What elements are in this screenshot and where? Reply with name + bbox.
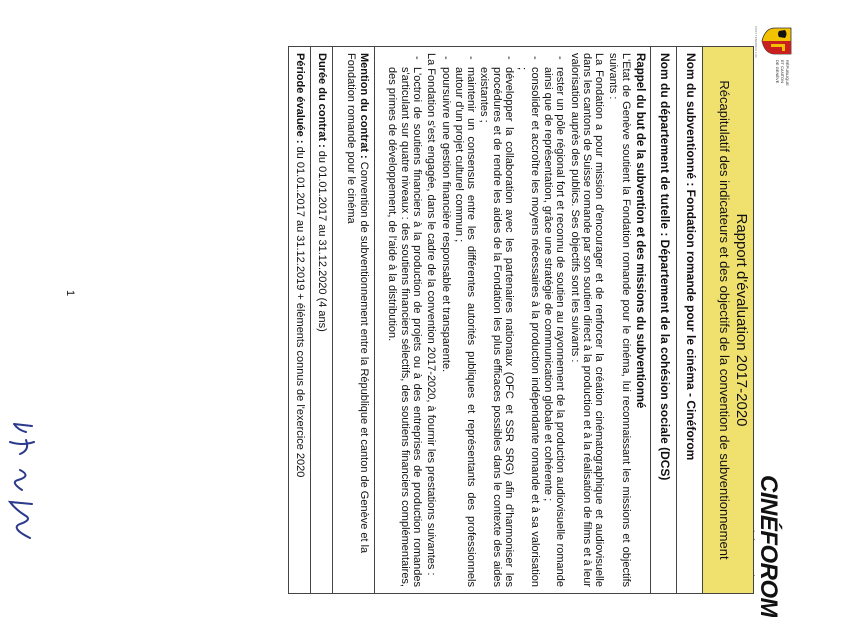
contract-mention-text: Convention de subventionnement entre la République et canton de Genève et la Fondation romande pour le cinéma bbox=[345, 53, 370, 554]
report-title: Rapport d'évaluation 2017-2020 bbox=[733, 213, 750, 427]
intro-paragraph: L'Etat de Genève soutient la Fondation romande pour le cinéma, lui reconnaissant les missions et objectifs suivants : bbox=[607, 53, 632, 587]
services-list bbox=[386, 53, 423, 587]
contract-duration bbox=[310, 46, 332, 594]
list-item: - consolider et accroître les moyens nécessaires à la production indépendante romande et à sa valorisation ; bbox=[516, 67, 541, 587]
list-item: - rester un pôle régional fort et reconnu de soutien au rayonnement de la production audiovisuelle romande ainsi que de représentation, grâce une stratégie de communication globale et cohérente ; bbox=[542, 67, 567, 587]
logo-wordmark: CINÉFOROM bbox=[755, 475, 782, 617]
contract-duration-label: Durée du contrat : bbox=[316, 53, 328, 148]
section-heading: Rappel du but de la subvention et des missions du subventionné bbox=[634, 53, 646, 409]
list-item: - L'octroi de soutiens financiers à la production de projets ou à des entreprises de production romandes s'articulant sur quatre niveaux : des soutiens financiers sélectifs, des soutiens financiers complémentaires, des primes de développement, de l'aide à la distribution. bbox=[386, 67, 423, 587]
handwritten-initials-icon bbox=[0, 420, 40, 550]
beneficiary-name: Nom du subventionné : Fondation romande pour le cinéma - Cinéforom bbox=[676, 46, 702, 594]
geneva-coat-of-arms-icon bbox=[761, 26, 793, 56]
crest-label: RÉPUBLIQUE ET CANTON DE GENÈVE bbox=[775, 60, 790, 86]
list-item: - poursuivre une gestion financière responsable et transparente. bbox=[439, 67, 451, 587]
evaluated-period bbox=[288, 46, 310, 594]
report-subtitle: Récapitulatif des indicateurs et des objectifs de la convention de subventionnement bbox=[717, 80, 732, 560]
crest-motto: POST TENEBRAS LUX bbox=[754, 26, 758, 58]
contract-duration-text: du 01.01.2017 au 31.12.2020 (4 ans) bbox=[316, 150, 328, 332]
evaluated-period-text: du 01.01.2017 au 31.12.2019 + éléments connus de l'exercice 2020 bbox=[294, 146, 306, 478]
contract-mention bbox=[332, 46, 374, 594]
subsidy-purpose-section bbox=[374, 46, 650, 594]
engagement-paragraph: La Fondation s'est engagée, dans le cadre de la convention 2017-2020, à fournir les prestations suivantes : bbox=[425, 53, 438, 576]
contract-mention-label: Mention du contrat : bbox=[358, 53, 370, 159]
page-number: 1 bbox=[64, 290, 76, 297]
report-title-box bbox=[702, 46, 754, 594]
mission-paragraph: La Fondation a pour mission d'encourager et de renforcer la création cinématographique et audiovisuelle dans les cantons de Suisse romande par son soutien direct à la production et à la réalisation de films et à leur valorisation auprès des publics. Ses objectifs sont les suivants : bbox=[568, 53, 606, 587]
list-item: - maintenir un consensus entre les différentes autorités publiques et représentants des professionnels autour d'un projet culturel commun ; bbox=[453, 67, 478, 587]
objectives-list bbox=[439, 53, 566, 587]
evaluated-period-label: Période évaluée : bbox=[294, 53, 306, 144]
list-item: - développer la collaboration avec les partenaires nationaux (OFC et SSR SRG) afin d'harmoniser les procédures et de rendre les aides de la Fondation les plus efficaces possibles dans le contexte des aides existantes ; bbox=[478, 67, 515, 587]
department-name: Nom du département de tutelle : Département de la cohésion sociale (DCS) bbox=[650, 46, 676, 594]
